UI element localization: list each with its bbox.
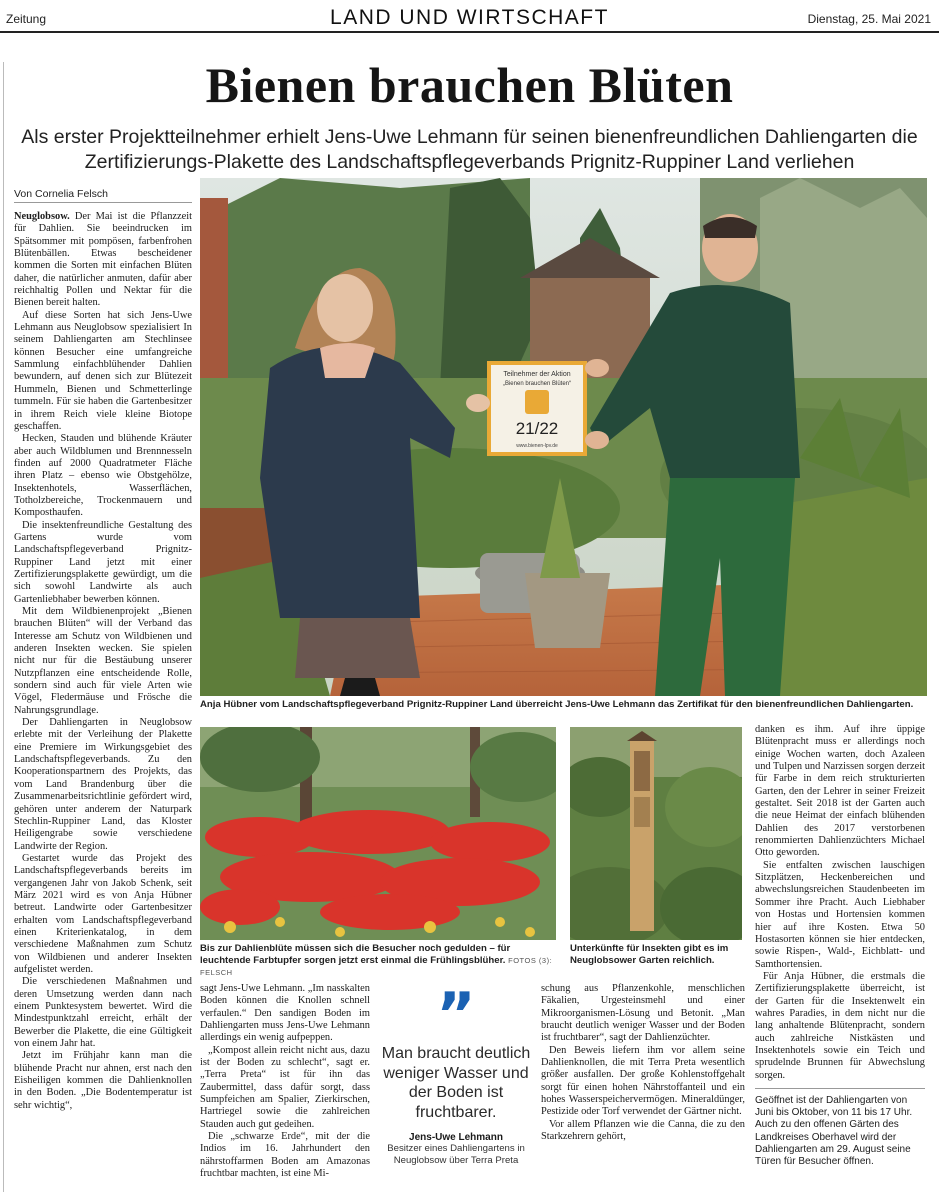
main-photo-caption: Anja Hübner vom Landschaftspflegeverband Prignitz-Ruppiner Land überreicht Jens-Uwe Lehmann das Zertifikat für den bienenfreundlichen Dahliengarten. (200, 699, 914, 710)
plaque-year: 21/22 (515, 419, 559, 438)
tulips-photo (200, 727, 556, 940)
paragraph: Für Anja Hübner, die erstmals die Zertifizierungsplakette überreicht, ist der Garten für die Insektenwelt ein wahres Paradies, in dem nicht nur die lang anhaltende Blütenpracht, sondern auch zahlreiche Nistkästen und Insektenhotels sowie ein Teich und sprudelnde Brunnen für Abwechslung sorgen. (755, 970, 925, 1081)
headline: Bienen brauchen Blüten (205, 57, 734, 113)
paragraph (14, 211, 192, 310)
dateline: Neuglobsow. (14, 211, 70, 222)
paragraph: Vor allem Pflanzen wie die Canna, die zu den Starkzehrern gehört, (541, 1118, 745, 1143)
paragraph: schung aus Pflanzenkohle, menschlichen Fäkalien, Urgesteinsmehl und einer Mikroorganismen-Lösung und Betonit. „Man braucht deutlich weniger Wasser und der Boden ist fruchtbarer“, sagt der Dahlienzüchter. (541, 983, 745, 1044)
bee-logo-icon (525, 390, 549, 414)
section-title: LAND UND WIRTSCHAFT (330, 6, 609, 29)
article-column-4 (755, 724, 925, 1189)
newspaper-label: Zeitung (6, 12, 47, 26)
paragraph: Die verschiedenen Maßnahmen und deren Umsetzung werden dann nach einem Punktesystem bewertet. Wird die Mindestpunktzahl erreicht, erhält der Bewerber die Plakette, die eine Gültigkeit von einem Jahr hat. (14, 976, 192, 1050)
issue-date: Dienstag, 25. Mai 2021 (807, 12, 931, 26)
main-photo-image (200, 178, 927, 696)
paragraph: Jetzt im Frühjahr kann man die blühende Pracht nur ahnen, erst nach den Eisheiligen kommen die Dahlienknollen in den Boden. „Die Bodentemperatur ist sehr wichtig“, (14, 1050, 192, 1111)
article-column-1 (14, 211, 192, 1186)
paragraph: Der Dahliengarten in Neuglobsow erlebte mit der Verleihung der Plakette eine Premiere im Wirkungsgebiet des Landschaftspflegeverbands. Zu den Kooperationspartnern des Projekts, das vom Land Brandenburg über die Zusammenarbeitsrichtlinie gefördert wird, gehören unter anderem der Naturpark Stechlin-Ruppiner Land, das Kloster Heiligengrabe sowie verschiedene Landwirte der Region. (14, 717, 192, 852)
quote-mark-icon: ” (436, 980, 476, 1050)
pull-quote (381, 980, 531, 1180)
paragraph: Den Beweis liefern ihm vor allem seine Dahlienknollen, die mit Terra Preta wesentlich größer ausfallen. Der große Kohlenstoffgehalt sorgt für einen hohen Nährstoffanteil und ein hohes Wasserspeichervermögen. Mineraldünger, Pestizide oder Torf verwendet der Gärtner nicht. (541, 1044, 745, 1118)
opening-hours-info: Geöffnet ist der Dahliengarten von Juni bis Oktober, von 11 bis 17 Uhr. Auch zu den offenen Gärten des Landkreises Oberhavel wird der Dahliengarten am 29. August seine Türen für Besucher öffnen. (755, 1094, 913, 1167)
paragraph: Sie entfalten zwischen lauschigen Sitzplätzen, Heckenbereichen und abwechslungsreichen Staudenbeeten im Sommer ihre Pracht. Auch Liebhaber von Hostas und Hortensien kommen hier auf ihre Kosten. Etwa 50 Hostasorten können sie hier entdecken, sowie Rispen-, Wald-, Eichblatt- und Samthortensien. (755, 859, 925, 970)
quote-role: Besitzer eines Dahliengartens in Neuglobsow über Terra Preta (387, 1143, 525, 1166)
insect-hotel-photo-image (570, 727, 742, 940)
quote-author: Jens-Uwe Lehmann (409, 1132, 503, 1143)
author-byline: Von Cornelia Felsch (14, 188, 108, 200)
paragraph: sagt Jens-Uwe Lehmann. „Im nasskalten Boden können die Knollen schnell verfaulen.“ Den sandigen Boden im Dahliengarten muss Jens-Uwe Lehmann allerdings ein wenig aufpeppen. (200, 983, 370, 1044)
page-edge-rule (3, 62, 4, 1192)
tulips-caption-text: Bis zur Dahlienblüte müssen sich die Besucher noch gedulden – für leuchtende Farbtupfer sorgen jetzt erst einmal die Frühlingsblüher. (200, 943, 511, 966)
header-rule (0, 31, 939, 33)
paragraph: danken es ihm. Auf ihre üppige Blütenpracht muss er allerdings noch einige Wochen warten, doch Azaleen und Tulpen und Narzissen sorgen derzeit für Farbe in dem reich strukturierten Garten, den der Lehrer in seiner Freizeit gestaltet. Seit 2018 ist der Garten auch die neue Heimat der einfach blühenden Dahlien des 2017 verstorbenen renommierten Dahlienzüchters Michael Otto geworden. (755, 724, 925, 859)
paragraph: Hecken, Stauden und blühende Kräuter aber auch Wildblumen und Brennnesseln finden auf 2000 Quadratmeter Fläche ihren Platz – ebenso wie Obstgehölze, Insektenhotels, Wasserflächen, Totholzbereiche, Trockenmauern und Komposthaufen. (14, 433, 192, 519)
info-rule (755, 1088, 925, 1089)
insect-hotel-caption: Unterkünfte für Insekten gibt es im Neuglobsower Garten reichlich. (570, 943, 729, 966)
certificate-plaque (487, 361, 587, 456)
photo-credit: FOTOS (3): FELSCH (200, 956, 553, 977)
paragraph: Die „schwarze Erde“, mit der die Indios im 16. Jahrhundert den nährstoffarmen Boden am Amazonas fruchtbar machten, ist eine Mi- (200, 1131, 370, 1180)
tulips-caption (200, 943, 556, 979)
plaque-line-1: Teilnehmer der Aktion (503, 371, 571, 378)
main-photo (200, 178, 927, 696)
plaque-url: www.bienen-lpv.de (516, 443, 558, 449)
insect-hotel-photo (570, 727, 742, 940)
byline-rule (14, 202, 192, 203)
paragraph: Gestartet wurde das Projekt des Landschaftspflegeverbands bereits im vergangenen Jahr von Jakob Schenk, seit März 2021 wird es von Anja Hübner betreut. Landwirte oder Gartenbesitzer erhalten vom Landschaftspflegeverband einen Kriterienkatalog, in dem verschiedene Maßnahmen zum Schutz von Wildbienen und anderer Insekten aufgelistet werden. (14, 852, 192, 975)
tulips-photo-image (200, 727, 556, 940)
plaque-line-2: „Bienen brauchen Blüten“ (502, 381, 572, 387)
article-column-3 (541, 983, 745, 1183)
subheadline: Als erster Projektteilnehmer erhielt Jens-Uwe Lehmann für seinen bienenfreundlichen Dahliengarten die Zertifizierungs-Plakette des Landschaftspflegeverbands Prignitz-Ruppiner Land verliehen (21, 126, 918, 173)
article-column-2 (200, 983, 370, 1183)
paragraph: „Kompost allein reicht nicht aus, dazu ist der Boden zu schlecht“, sagt er. „Terra Preta“ ist für ihn das Zaubermittel, dass dafür sorgt, dass Sumpfeichen am Spalier, Zierkirschen, Hartriegel sowie die zahlreichen Stauden auch gut gedeihen. (200, 1044, 370, 1130)
paragraph: Die insektenfreundliche Gestaltung des Gartens wurde vom Landschaftspflegeverband Prignitz-Ruppiner Land jetzt mit einer Zertifizierungsplakette gewürdigt, um die sich sowohl Landwirte als auch Gartenliebhaber bewerben können. (14, 519, 192, 605)
quote-text: Man braucht deutlich weniger Wasser und der Boden ist fruchtbarer. (381, 1045, 531, 1121)
paragraph: Auf diese Sorten hat sich Jens-Uwe Lehmann aus Neuglobsow spezialisiert In seinem Dahliengarten am Stechlinsee können Besucher eine umfangreiche Sammlung einfachblühender Dahlien bewundern, auf denen sich zur Blütezeit Hummeln, Bienen und Schmetterlinge tummeln. Für sie haben die Gartenbesitzer in ihrem Reich viele kleine Biotope geschaffen. (14, 309, 192, 432)
paragraph-text: Der Mai ist die Pflanzzeit für Dahlien. Sie beeindrucken im Spätsommer mit pompösen, farbenfrohen Blütenbällen. Etwas bescheidener kommen die Sorten mit einfachen Blüten daher, die natürlicher anmuten, dafür aber reichhaltig Pollen und Nektar für die Bienen bereit halten. (14, 211, 192, 309)
paragraph: Mit dem Wildbienenprojekt „Bienen brauchen Blüten“ will der Verband das Interesse am Schutz von Wildbienen und anderen Insekten wecken. Sie spielen nicht nur für die Bestäubung unserer Nutzpflanzen eine entscheidende Rolle, sondern sind auch für viele Arten wie Vögel, Fledermäuse und Frösche die Nahrungsgrundlage. (14, 606, 192, 716)
